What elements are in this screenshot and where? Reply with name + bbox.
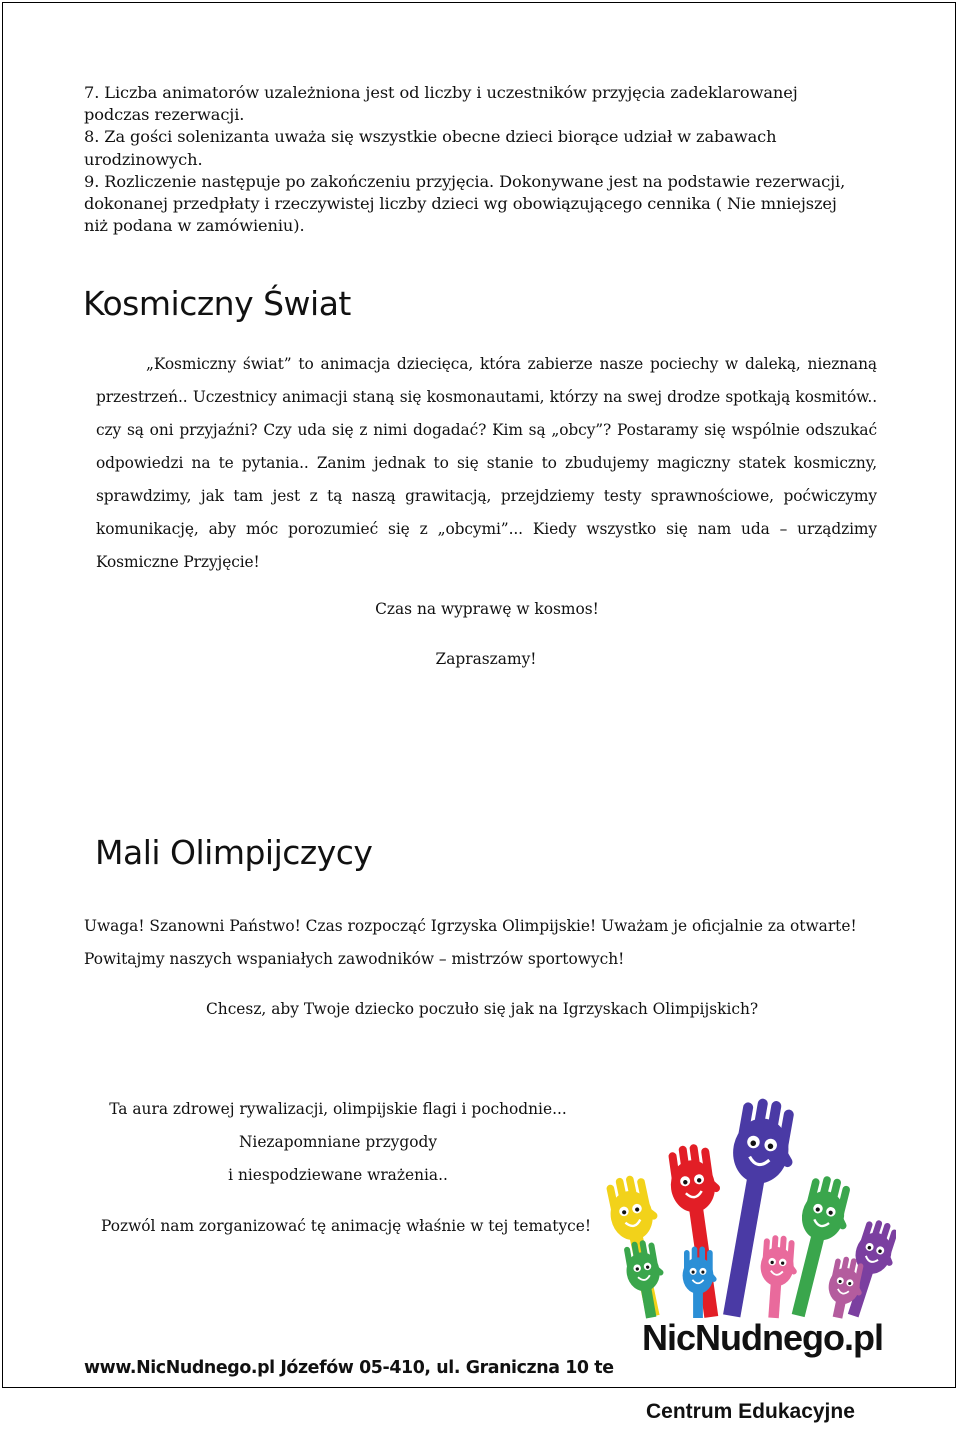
mali-description-line-2: Niezapomniane przygody xyxy=(238,1133,438,1151)
mali-description-line-3: i niespodziewane wrażenia.. xyxy=(228,1166,448,1184)
logo-brand-name: NicNudnego.pl xyxy=(642,1317,883,1358)
mali-description-line-1: Ta aura zdrowej rywalizacji, olimpijskie flagi i pochodnie... xyxy=(109,1100,567,1118)
mali-question: Chcesz, aby Twoje dziecko poczuło się jak na Igrzyskach Olimpijskich? xyxy=(206,1000,759,1018)
logo-subtitle: Centrum Edukacyjne xyxy=(646,1400,855,1423)
logo-hand-shape xyxy=(621,1237,672,1320)
rules-list xyxy=(84,82,864,237)
mali-intro-line-2: Powitajmy naszych wspaniałych zawodników – mistrzów sportowych! xyxy=(84,950,625,968)
kosmiczny-description xyxy=(96,348,877,579)
footer-contact: www.NicNudnego.pl Józefów 05-410, ul. Graniczna 10 te xyxy=(84,1358,614,1378)
hands-logo-icon xyxy=(606,1088,896,1430)
rule-item-7: 7. Liczba animatorów uzależniona jest od liczby i uczestników przyjęcia zadeklarowanej podczas rezerwacji. xyxy=(84,83,798,125)
mali-closing-line: Pozwól nam zorganizować tę animację właśnie w tej tematyce! xyxy=(101,1217,592,1235)
rule-item-8: 8. Za gości solenizanta uważa się wszystkie obecne dzieci biorące udział w zabawach urodzinowych. xyxy=(84,127,777,169)
mali-olimpijczycy-heading: Mali Olimpijczycy xyxy=(95,833,373,872)
kosmiczny-body-text: „Kosmiczny świat” to animacja dziecięca, która zabierze nasze pociechy w daleką, nieznaną przestrzeń.. Uczestnicy animacji staną się kosmonautami, którzy na swej drodze spotkają kosmitów.. czy są oni przyjaźni? Czy uda się z nimi dogadać? Kim są „obcy”? Postaramy się wspólnie odszukać odpowiedzi na te pytania.. Zanim jednak to się stanie to zbudujemy magiczny statek kosmiczny, sprawdzimy, jak tam jest z tą naszą grawitacją, przejdziemy testy sprawnościowe, poćwiczymy komunikację, aby móc porozumieć się z „obcymi”... Kiedy wszystko się nam uda – urządzimy Kosmiczne Przyjęcie! xyxy=(96,355,877,571)
mali-intro-line-1: Uwaga! Szanowni Państwo! Czas rozpocząć Igrzyska Olimpijskie! Uważam je oficjalnie za otwarte! xyxy=(84,917,857,935)
kosmiczny-invitation: Zapraszamy! xyxy=(435,650,537,668)
kosmiczny-call-to-action: Czas na wyprawę w kosmos! xyxy=(375,600,599,618)
kosmiczny-swiat-heading: Kosmiczny Świat xyxy=(83,284,351,323)
logo-hand-shape xyxy=(705,1095,805,1322)
rule-item-9: 9. Rozliczenie następuje po zakończeniu przyjęcia. Dokonywane jest na podstawie rezerwacji, dokonanej przedpłaty i rzeczywistej liczby dzieci wg obowiązującego cennika ( Nie mniejszej niż podana w zamówieniu). xyxy=(84,171,846,236)
